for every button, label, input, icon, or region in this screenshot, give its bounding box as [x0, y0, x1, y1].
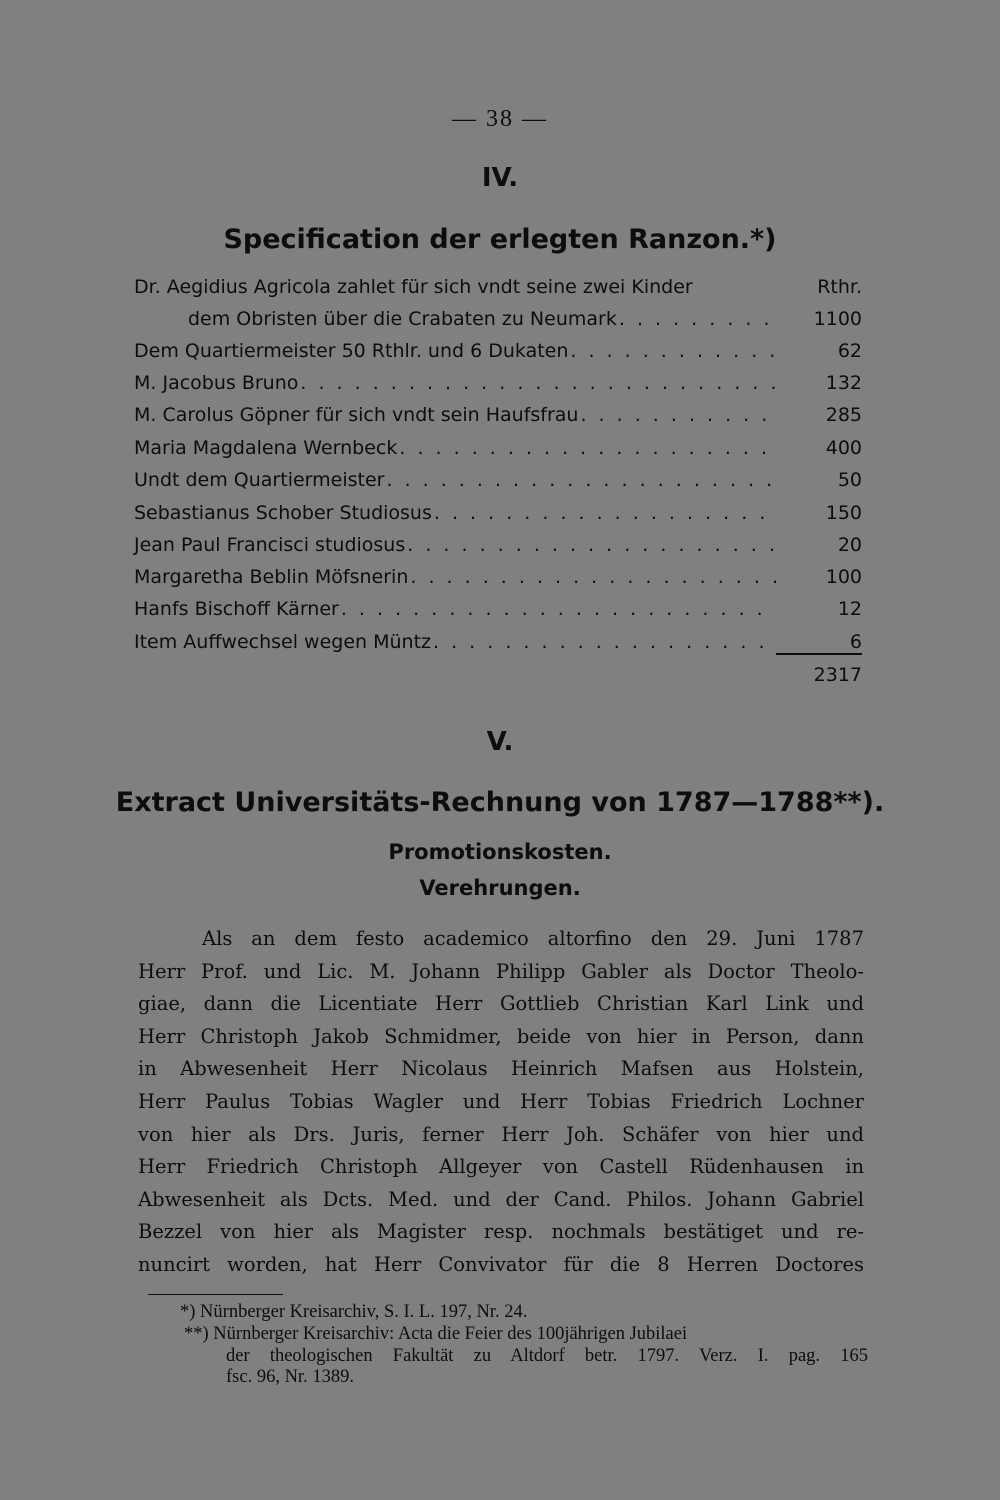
subheading-promotionskosten: Promotionskosten.: [388, 840, 612, 864]
ledger-row: [134, 340, 862, 370]
ledger-total-row: [134, 664, 862, 694]
ledger-entry-label: Hanfs Bischoff Kärner: [134, 598, 339, 620]
ledger-entry-label: Dem Quartiermeister 50 Rthlr. und 6 Dukaten: [134, 340, 569, 362]
leader-dots: [341, 598, 776, 620]
ledger-entry-amount: 285: [825, 404, 862, 426]
leader-dots: [300, 372, 776, 394]
ledger-total: 2317: [813, 664, 862, 686]
ledger-row: [134, 631, 862, 661]
ledger-row: [134, 566, 862, 596]
leader-dots: [433, 631, 776, 653]
paragraph-line: Herr Prof. und Lic. M. Johann Philipp Gabler als Doctor Theolo-: [138, 959, 864, 983]
footnote-marker: **): [184, 1324, 209, 1344]
paragraph-line: Herr Christoph Jakob Schmidmer, beide von hier in Person, dann: [138, 1024, 864, 1048]
ledger-entry-label: Maria Magdalena Wernbeck: [134, 437, 398, 459]
footnote-divider: [148, 1294, 283, 1295]
ledger-row: [134, 437, 862, 467]
ledger-entry-label: Item Auffwechsel wegen Müntz: [134, 631, 432, 653]
footnote-1: [180, 1302, 870, 1324]
paragraph-line: von hier als Drs. Juris, ferner Herr Joh. Schäfer von hier und: [138, 1122, 864, 1146]
footnote-2: [184, 1324, 868, 1389]
ledger-entry-label: Dr. Aegidius Agricola zahlet für sich vndt seine zwei Kinder: [134, 276, 693, 298]
paragraph-line: Herr Paulus Tobias Wagler und Herr Tobias Friedrich Lochner: [138, 1089, 864, 1113]
leader-dots: [580, 404, 776, 426]
ledger-entry-amount: 12: [837, 598, 862, 620]
leader-dots: [386, 469, 776, 491]
paragraph-line: nuncirt worden, hat Herr Convivator für die 8 Herren Doctores: [138, 1252, 864, 1276]
footnote-marker: *): [180, 1302, 196, 1322]
ledger-entry-label: M. Jacobus Bruno: [134, 372, 299, 394]
ledger-entry-label: dem Obristen über die Crabaten zu Neumark: [188, 308, 617, 330]
leader-dots: [399, 437, 776, 459]
paragraph-line: Als an dem festo academico altorfino den 29. Juni 1787: [202, 927, 864, 950]
ledger-row: [188, 308, 862, 338]
paragraph-line: Abwesenheit als Dcts. Med. und der Cand. Philos. Johann Gabriel: [138, 1187, 864, 1211]
page-number: — 38 —: [452, 106, 548, 132]
ledger-entry-amount: 20: [837, 534, 862, 556]
ledger-entry-label: Sebastianus Schober Studiosus: [134, 502, 432, 524]
footnote-text: Nürnberger Kreisarchiv: Acta die Feier des 100jährigen Jubilaei: [213, 1324, 688, 1344]
ledger-row: [134, 534, 862, 564]
leader-dots: [434, 502, 776, 524]
paragraph-line: Bezzel von hier als Magister resp. nochmals bestätiget und re-: [138, 1220, 864, 1244]
ledger-entry-label: Undt dem Quartiermeister: [134, 469, 385, 491]
leader-dots: [407, 534, 776, 556]
section-v-heading: Extract Universitäts-Rechnung von 1787—1788**).: [115, 787, 885, 818]
paragraph-line: Herr Friedrich Christoph Allgeyer von Castell Rüdenhausen in: [138, 1155, 864, 1179]
ledger-row: [134, 276, 862, 306]
leader-dots: [619, 308, 776, 330]
ledger-entry-amount: 50: [837, 469, 862, 491]
ledger-entry-amount: 100: [825, 566, 862, 588]
ledger-row: [134, 469, 862, 499]
ledger-row: [134, 372, 862, 402]
ledger-entry-amount: 150: [825, 502, 862, 524]
ledger-entry-amount: 400: [825, 437, 862, 459]
subheading-verehrungen: Verehrungen.: [419, 876, 581, 900]
ledger-row: [134, 598, 862, 628]
ledger-entry-label: M. Carolus Göpner für sich vndt sein Haufsfrau: [134, 404, 579, 426]
footnote-text: der theologischen Fakultät zu Altdorf betr. 1797. Verz. I. pag. 165: [226, 1345, 868, 1366]
ledger-entry-label: Jean Paul Francisci studiosus: [134, 534, 406, 556]
section-iv-numeral: IV.: [481, 163, 519, 193]
body-paragraph: [138, 923, 864, 1282]
section-v-numeral: V.: [486, 727, 514, 757]
paragraph-line: in Abwesenheit Herr Nicolaus Heinrich Mafsen aus Holstein,: [138, 1057, 864, 1081]
ledger-row: [134, 404, 862, 434]
footnote-text: fsc. 96, Nr. 1389.: [226, 1367, 354, 1387]
ledger-entry-amount: 132: [825, 372, 862, 394]
ledger-row: [134, 502, 862, 532]
footnote-text: Nürnberger Kreisarchiv, S. I. L. 197, Nr. 24.: [200, 1302, 528, 1322]
ledger-entry-amount: 6: [776, 631, 862, 655]
leader-dots: [570, 340, 776, 362]
section-iv-heading: Specification der erlegten Ranzon.*): [223, 224, 777, 255]
ledger-entry-amount: 1100: [813, 308, 862, 330]
ledger-entry-label: Margaretha Beblin Möfsnerin: [134, 566, 409, 588]
ledger-entry-amount: 62: [837, 340, 862, 362]
paragraph-line: giae, dann die Licentiate Herr Gottlieb Christian Karl Link und: [138, 992, 864, 1016]
leader-dots: [410, 566, 776, 588]
ledger-currency-header: Rthr.: [817, 276, 862, 298]
